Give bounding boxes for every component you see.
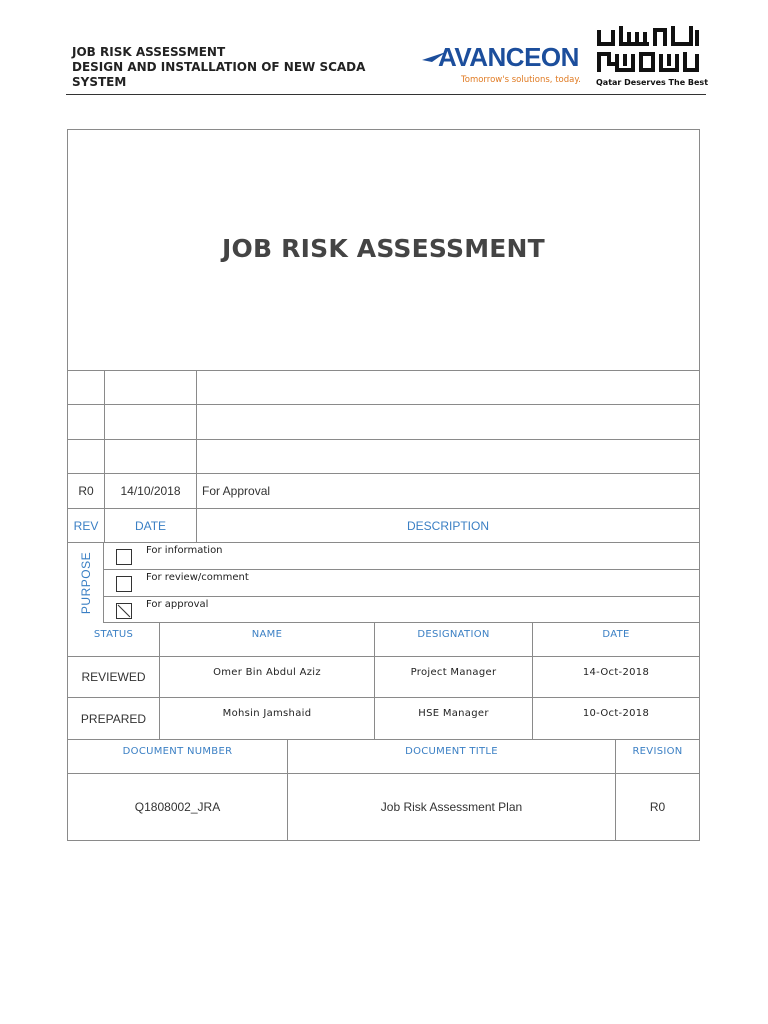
rev-cell <box>68 440 105 473</box>
document-title-header: DOCUMENT TITLE <box>288 740 616 773</box>
status-header: STATUS <box>68 623 160 656</box>
purpose-label: PURPOSE <box>78 551 93 615</box>
description-cell <box>197 405 699 439</box>
purpose-checkbox[interactable] <box>116 549 132 565</box>
purpose-label-cell <box>68 543 104 623</box>
ashghal-logo <box>595 24 709 90</box>
avanceon-name: AVANCEON <box>438 42 579 72</box>
avanceon-logo <box>424 42 590 92</box>
name-cell: Omer Bin Abdul Aziz <box>160 657 375 697</box>
purpose-option-row <box>104 543 699 570</box>
purpose-option-label: For information <box>146 545 223 556</box>
purpose-option-label: For approval <box>146 599 209 610</box>
revision-row <box>68 440 699 474</box>
date-cell: 10-Oct-2018 <box>582 708 650 719</box>
header-line-3: SYSTEM <box>72 75 127 89</box>
date-cell: 14-Oct-2018 <box>582 667 650 678</box>
designation-header: DESIGNATION <box>375 623 533 656</box>
designation-cell: HSE Manager <box>375 698 533 739</box>
status-cell: PREPARED <box>68 698 160 739</box>
approval-header-row <box>68 623 699 657</box>
rev-cell <box>68 370 105 404</box>
date-header: DATE <box>105 509 197 542</box>
description-header: DESCRIPTION <box>406 518 489 533</box>
approval-row <box>68 657 699 698</box>
purpose-checkbox-checked[interactable] <box>116 603 132 619</box>
purpose-option-row <box>104 597 699 623</box>
date-cell <box>105 370 197 404</box>
revision-header-row <box>68 509 699 543</box>
title-section <box>68 130 699 371</box>
header-title-block <box>72 45 365 90</box>
description-cell <box>197 370 699 404</box>
document-number-header: DOCUMENT NUMBER <box>68 740 288 773</box>
purpose-checkbox[interactable] <box>116 576 132 592</box>
name-cell: Mohsin Jamshaid <box>160 698 375 739</box>
document-info-row <box>68 774 699 840</box>
description-cell <box>197 440 699 473</box>
purpose-option-label: For review/comment <box>146 572 249 583</box>
name-header: NAME <box>160 623 375 656</box>
status-cell: REVIEWED <box>68 657 160 697</box>
avanceon-tagline: Tomorrow's solutions, today. <box>461 75 581 85</box>
document-title-value: Job Risk Assessment Plan <box>288 774 616 840</box>
description-cell: For Approval <box>202 484 271 498</box>
designation-cell: Project Manager <box>375 657 533 697</box>
rev-cell: R0 <box>68 474 105 508</box>
purpose-option-row <box>104 570 699 597</box>
header-divider <box>66 94 706 95</box>
date-cell: 14/10/2018 <box>105 474 197 508</box>
cover-sheet-form <box>67 129 700 841</box>
revision-header: REVISION <box>632 746 683 757</box>
revision-row <box>68 405 699 440</box>
ashghal-tagline: Qatar Deserves The Best <box>596 78 709 87</box>
ashghal-kufic-emblem-icon <box>595 24 701 76</box>
header-line-2: DESIGN AND INSTALLATION OF NEW SCADA <box>72 60 366 74</box>
document-main-title: JOB RISK ASSESSMENT <box>222 234 545 263</box>
date-cell <box>105 405 197 439</box>
revision-value: R0 <box>649 800 666 814</box>
rev-header: REV <box>68 509 105 542</box>
revision-row <box>68 474 699 509</box>
date-cell <box>105 440 197 473</box>
header-line-1: JOB RISK ASSESSMENT <box>72 45 226 59</box>
rev-cell <box>68 405 105 439</box>
date-header: DATE <box>602 629 630 640</box>
document-info-header-row <box>68 740 699 774</box>
approval-row <box>68 698 699 740</box>
document-number-value: Q1808002_JRA <box>68 774 288 840</box>
diagonal-check-icon <box>117 604 131 618</box>
revision-row <box>68 370 699 405</box>
